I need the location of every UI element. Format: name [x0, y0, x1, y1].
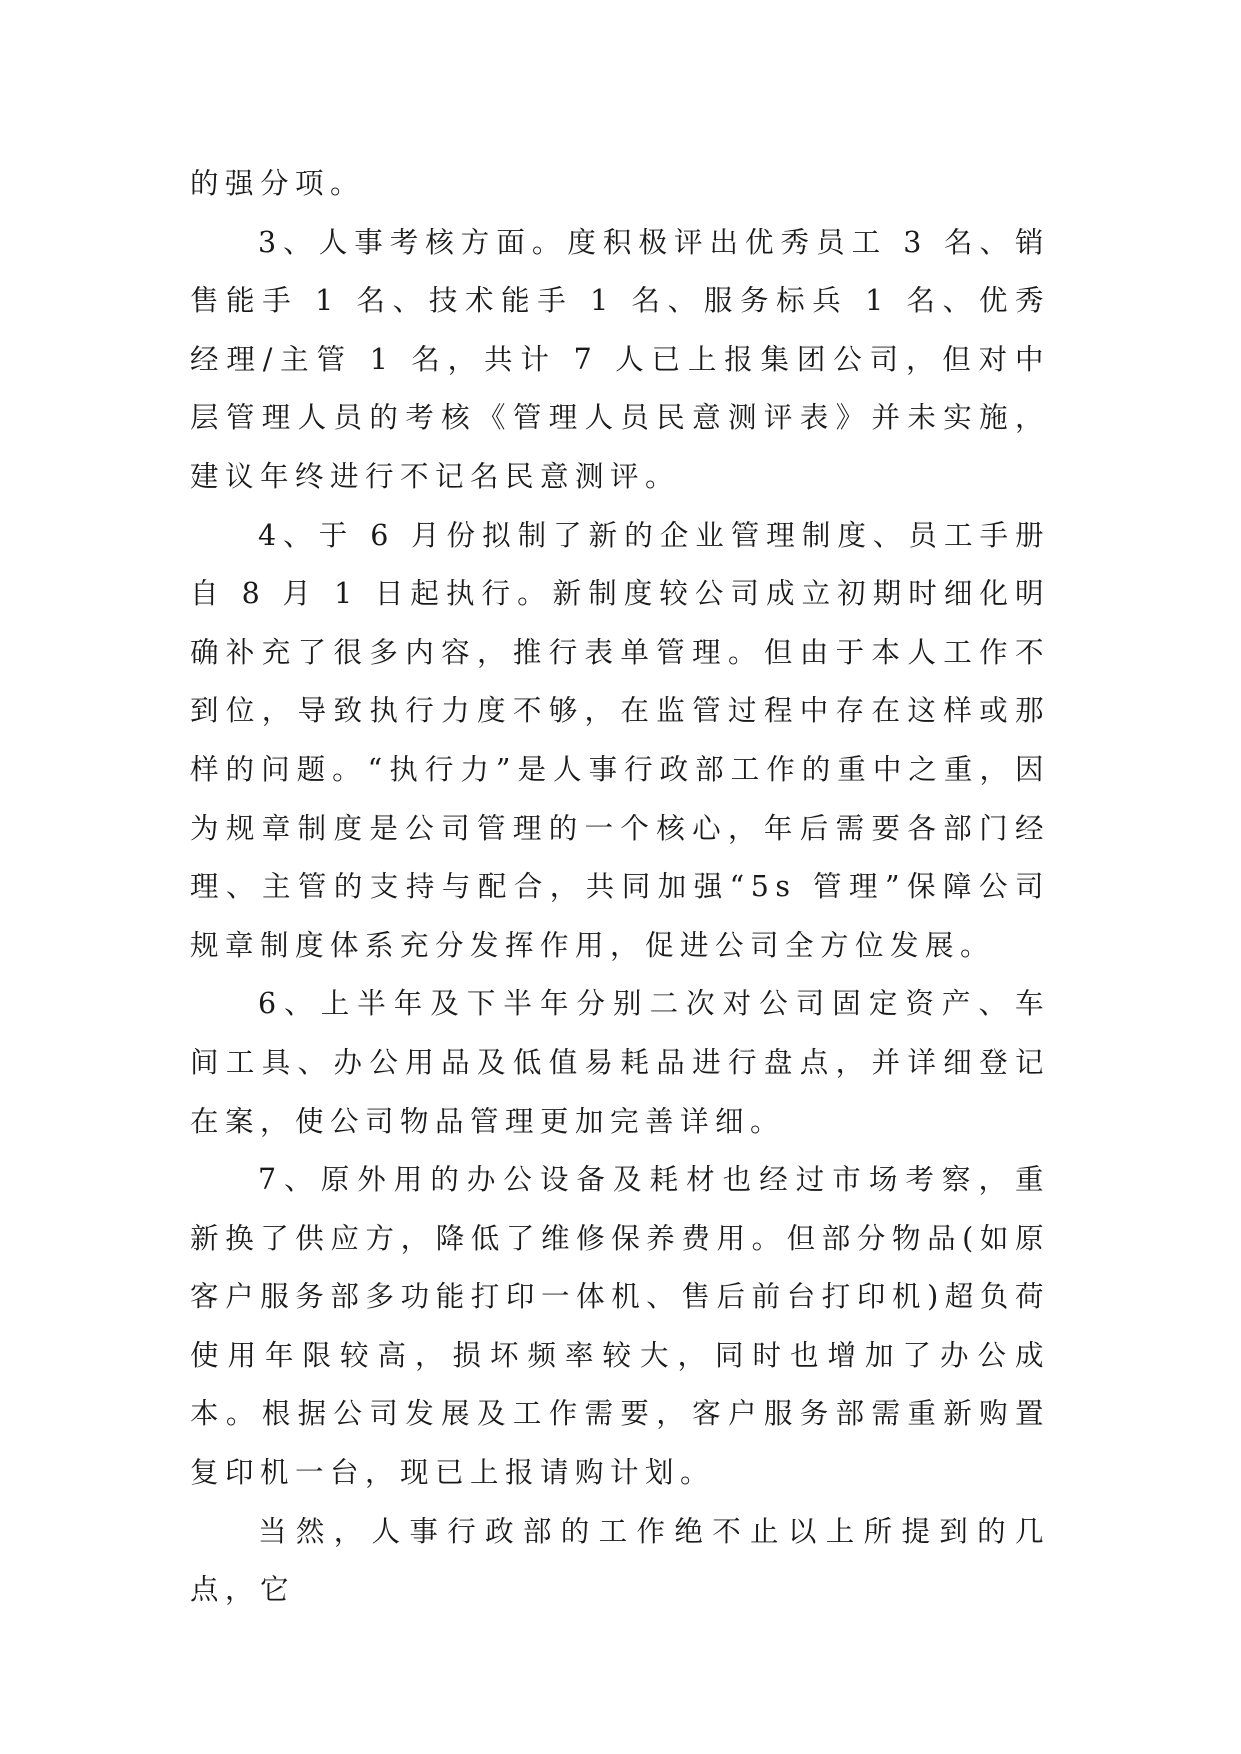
paragraph-item-4: 4、于 6 月份拟制了新的企业管理制度、员工手册自 8 月 1 日起执行。新制度较公司成立初期时细化明确补充了很多内容，推行表单管理。但由于本人工作不到位，导致执行力度不够，在监管过程中存在这样或那样的问题。“执行力”是人事行政部工作的重中之重，因为规章制度是公司管理的一个核心，年后需要各部门经理、主管的支持与配合，共同加强“5s 管理”保障公司规章制度体系充分发挥作用，促进公司全方位发展。	[190, 518, 1050, 962]
paragraph-closing: 当然，人事行政部的工作绝不止以上所提到的几点，它	[190, 1514, 1050, 1607]
paragraph-item-6: 6、上半年及下半年分别二次对公司固定资产、车间工具、办公用品及低值易耗品进行盘点，并详细登记在案，使公司物品管理更加完善详细。	[190, 987, 1050, 1138]
document-body	[190, 155, 1050, 1620]
paragraph-continuation: 的强分项。	[190, 167, 366, 200]
paragraph-item-7: 7、原外用的办公设备及耗材也经过市场考察，重新换了供应方，降低了维修保养费用。但部分物品(如原客户服务部多功能打印一体机、售后前台打印机)超负荷使用年限较高，损坏频率较大，同时也增加了办公成本。根据公司发展及工作需要，客户服务部需重新购置复印机一台，现已上报请购计划。	[190, 1163, 1050, 1490]
paragraph-item-3: 3、人事考核方面。度积极评出优秀员工 3 名、销售能手 1 名、技术能手 1 名、服务标兵 1 名、优秀经理/主管 1 名，共计 7 人已上报集团公司，但对中层管理人员的考核《管理人员民意测评表》并未实施，建议年终进行不记名民意测评。	[190, 225, 1050, 493]
